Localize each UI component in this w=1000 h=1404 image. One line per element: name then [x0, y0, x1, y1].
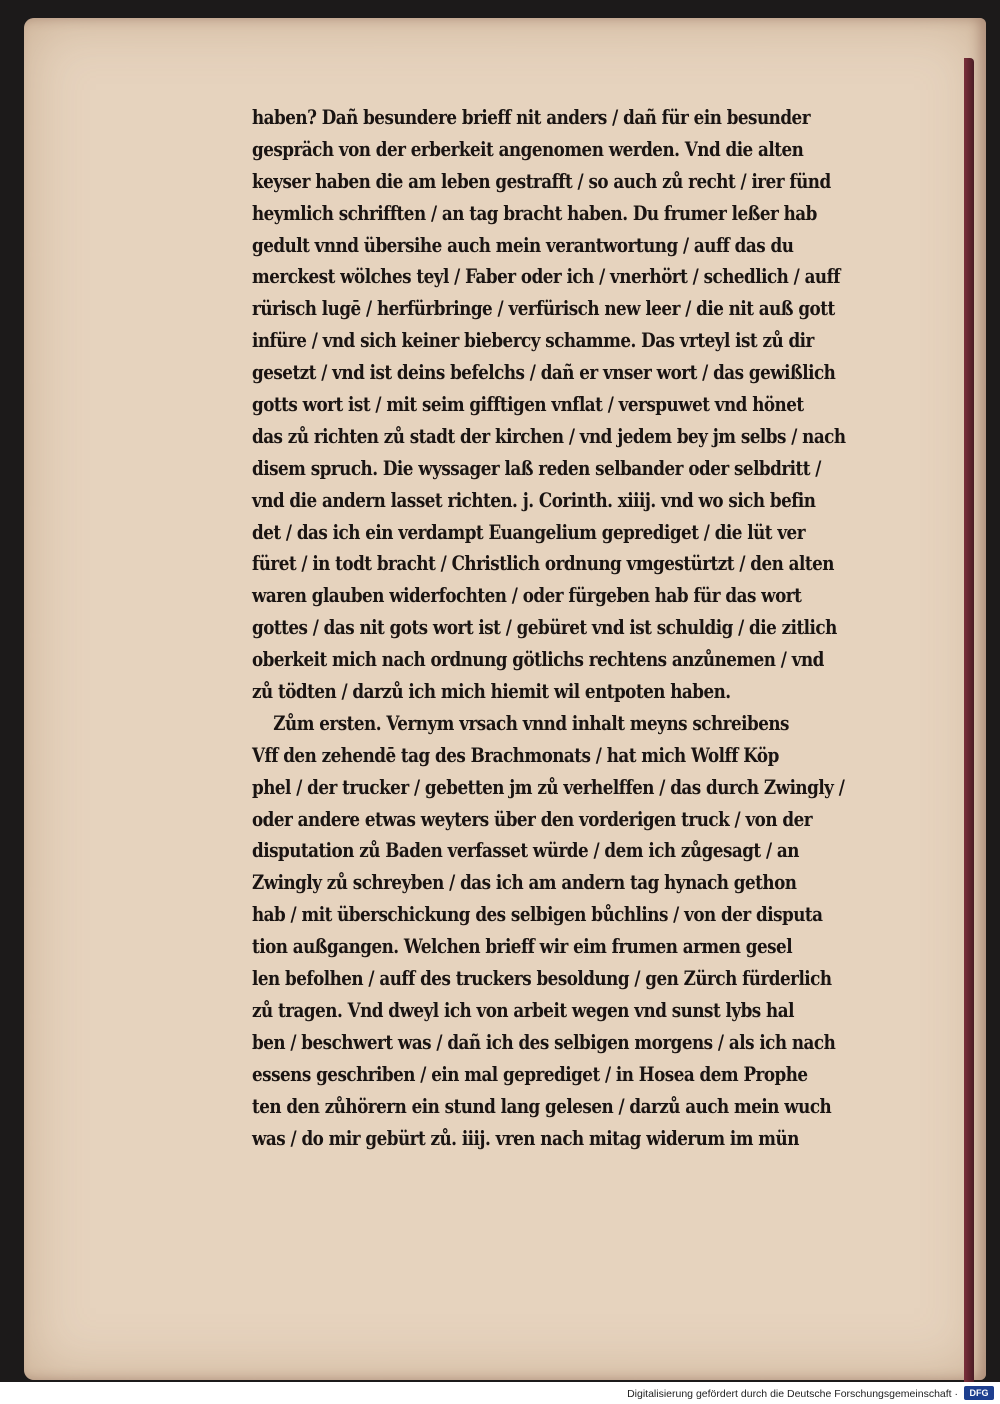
text-line: oder andere etwas weyters über den vorderigen truck / von der: [252, 807, 813, 831]
text-line: ben / beschwert was / dañ ich des selbigen morgens / als ich nach: [252, 1030, 836, 1054]
text-line: det / das ich ein verdampt Euangelium geprediget / die lüt ver: [252, 520, 806, 544]
dfg-logo: DFG: [964, 1386, 994, 1400]
text-block: [252, 102, 952, 1154]
text-line: das zů richten zů stadt der kirchen / vnd jedem bey jm selbs / nach: [252, 424, 846, 448]
text-line: rürisch lugē / herfürbringe / verfürisch new leer / die nit auß gott: [252, 297, 835, 321]
text-line: disputation zů Baden verfasset würde / dem ich zůgesagt / an: [252, 839, 799, 863]
text-line: Vff den zehendē tag des Brachmonats / hat mich Wolff Köp: [252, 743, 779, 767]
text-line: zů tragen. Vnd dweyl ich von arbeit wegen vnd sunst lybs hal: [252, 998, 794, 1022]
text-line: essens geschriben / ein mal geprediget / in Hosea dem Prophe: [252, 1062, 808, 1086]
footer-credit: Digitalisierung gefördert durch die Deutsche Forschungsgemeinschaft ·: [627, 1388, 958, 1400]
text-line: was / do mir gebürt zů. iiij. vren nach mitag widerum im mün: [252, 1126, 799, 1150]
book-page: [24, 18, 986, 1380]
text-line: keyser haben die am leben gestrafft / so auch zů recht / irer fünd: [252, 169, 831, 193]
text-line: infüre / vnd sich keiner biebercy schamme. Das vrteyl ist zů dir: [252, 329, 814, 353]
text-line: zů tödten / darzů ich mich hiemit wil entpoten haben.: [252, 680, 731, 704]
text-line: haben? Dañ besundere brieff nit anders / dañ für ein besunder: [252, 106, 811, 129]
text-line: disem spruch. Die wyssager laß reden selbander oder selbdritt /: [252, 456, 821, 480]
text-line: hab / mit überschickung des selbigen bůchlins / von der disputa: [252, 903, 823, 927]
text-line: phel / der trucker / gebetten jm zů verhelffen / das durch Zwingly /: [252, 775, 845, 799]
text-line: gesetzt / vnd ist deins befelchs / dañ er vnser wort / das gewißlich: [252, 361, 836, 385]
text-line: len befolhen / auff des truckers besoldung / gen Zürch fürderlich: [252, 967, 832, 991]
text-line: tion außgangen. Welchen brieff wir eim frumen armen gesel: [252, 935, 793, 959]
text-line: heymlich schrifften / an tag bracht haben. Du frumer leßer hab: [252, 201, 817, 225]
text-line: gotts wort ist / mit seim gifftigen vnflat / verspuwet vnd hönet: [252, 393, 804, 417]
footer-bar: [0, 1382, 1000, 1404]
text-line: vnd die andern lasset richten. j. Corinth. xiiij. vnd wo sich befin: [252, 488, 816, 512]
text-line: füret / in todt bracht / Christlich ordnung vmgestürtzt / den alten: [252, 552, 834, 576]
text-line: gespräch von der erberkeit angenomen werden. Vnd die alten: [252, 137, 804, 161]
text-line: gottes / das nit gots wort ist / gebüret vnd ist schuldig / die zitlich: [252, 616, 837, 640]
page-edge: [964, 58, 974, 1398]
text-line: merckest wölches teyl / Faber oder ich / vnerhört / schedlich / auff: [252, 265, 841, 289]
text-line: ten den zůhörern ein stund lang gelesen / darzů auch mein wuch: [252, 1094, 832, 1118]
text-line: Zwingly zů schreyben / das ich am andern tag hynach gethon: [252, 871, 797, 895]
text-line: gedult vnnd übersihe auch mein verantwortung / auff das du: [252, 233, 794, 257]
text-line: oberkeit mich nach ordnung götlichs rechtens anzůnemen / vnd: [252, 648, 824, 672]
text-line: waren glauben widerfochten / oder fürgeben hab für das wort: [252, 584, 802, 608]
text-line: Zům ersten. Vernym vrsach vnnd inhalt meyns schreibens: [252, 711, 789, 735]
